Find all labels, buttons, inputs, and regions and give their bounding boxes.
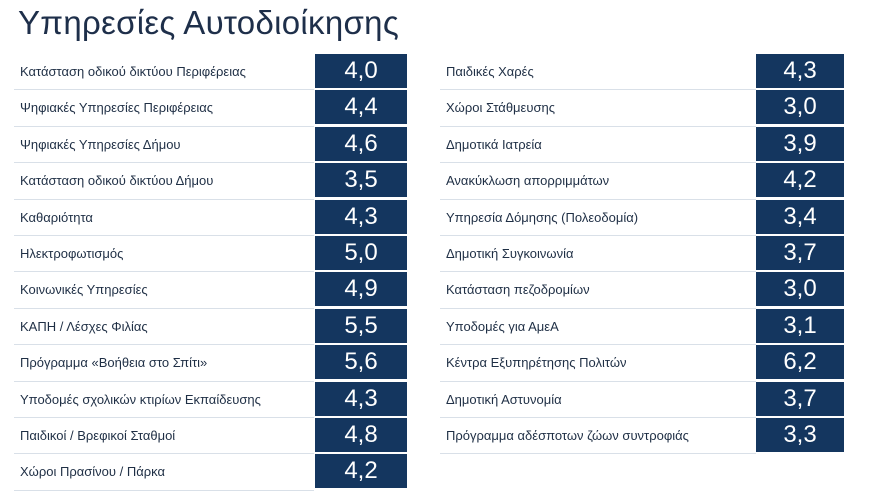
service-label: Κοινωνικές Υπηρεσίες	[20, 282, 148, 298]
service-label: Χώροι Στάθμευσης	[446, 100, 555, 116]
service-label: Δημοτικά Ιατρεία	[446, 136, 542, 152]
service-label: Παιδικές Χαρές	[446, 64, 534, 79]
service-label: Υποδομές σχολικών κτιρίων Εκπαίδευσης	[20, 391, 261, 407]
service-label: Υπηρεσία Δόμησης (Πολεοδομία)	[446, 209, 639, 225]
service-label: Πρόγραμμα «Βοήθεια στο Σπίτι»	[20, 355, 208, 371]
service-label: ΚΑΠΗ / Λέσχες Φιλίας	[20, 318, 148, 334]
service-label: Δημοτική Αστυνομία	[446, 391, 562, 407]
service-label: Καθαριότητα	[20, 209, 93, 225]
table-row	[430, 90, 880, 126]
score-value: 4,8	[315, 418, 407, 452]
score-value: 3,1	[756, 309, 844, 343]
row-divider	[440, 453, 756, 454]
score-value: 4,2	[756, 163, 844, 197]
score-value: 4,2	[315, 454, 407, 488]
score-value: 4,3	[315, 200, 407, 234]
services-column-right	[430, 54, 880, 454]
table-row	[430, 127, 880, 163]
service-label: Παιδικοί / Βρεφικοί Σταθμοί	[20, 427, 176, 443]
services-column-left	[0, 54, 430, 491]
score-value: 4,4	[315, 90, 407, 124]
score-value: 3,7	[756, 236, 844, 270]
table-row	[0, 454, 430, 490]
table-row	[0, 309, 430, 345]
score-value: 3,0	[756, 272, 844, 306]
table-row	[0, 345, 430, 381]
score-value: 5,6	[315, 345, 407, 379]
service-label: Κατάσταση οδικού δικτύου Δήμου	[20, 173, 214, 189]
score-value: 5,5	[315, 309, 407, 343]
service-label: Κέντρα Εξυπηρέτησης Πολιτών	[446, 355, 627, 371]
score-value: 3,5	[315, 163, 407, 197]
table-row	[430, 54, 880, 90]
service-label: Πρόγραμμα αδέσποτων ζώων συντροφιάς	[446, 427, 689, 443]
row-divider	[14, 490, 314, 491]
table-row	[430, 236, 880, 272]
service-label: Ψηφιακές Υπηρεσίες Περιφέρειας	[20, 100, 214, 116]
score-value: 6,2	[756, 345, 844, 379]
table-row	[430, 272, 880, 308]
table-row	[430, 418, 880, 454]
page-title: Υπηρεσίες Αυτοδιοίκησης	[18, 4, 400, 41]
table-row	[0, 54, 430, 90]
table-row	[430, 382, 880, 418]
table-row	[430, 200, 880, 236]
table-row	[0, 163, 430, 199]
table-row	[0, 236, 430, 272]
score-value: 4,9	[315, 272, 407, 306]
score-value: 5,0	[315, 236, 407, 270]
score-value: 3,9	[756, 127, 844, 161]
service-label: Κατάσταση πεζοδρομίων	[446, 282, 590, 298]
score-value: 4,6	[315, 127, 407, 161]
table-row	[430, 309, 880, 345]
table-row	[430, 345, 880, 381]
table-row	[0, 127, 430, 163]
service-label: Υποδομές για ΑμεΑ	[446, 318, 559, 334]
score-value: 4,0	[315, 54, 407, 88]
service-label: Ανακύκλωση απορριμμάτων	[446, 173, 610, 189]
score-value: 3,4	[756, 200, 844, 234]
table-row	[0, 382, 430, 418]
score-value: 3,7	[756, 382, 844, 416]
table-row	[0, 90, 430, 126]
service-label: Χώροι Πρασίνου / Πάρκα	[20, 464, 165, 480]
table-row	[0, 418, 430, 454]
service-label: Ψηφιακές Υπηρεσίες Δήμου	[20, 136, 181, 152]
score-value: 3,0	[756, 90, 844, 124]
service-label: Ηλεκτροφωτισμός	[20, 245, 124, 261]
table-row	[0, 272, 430, 308]
table-row	[430, 163, 880, 199]
service-label: Δημοτική Συγκοινωνία	[446, 245, 574, 261]
score-value: 4,3	[756, 54, 844, 88]
service-label: Κατάσταση οδικού δικτύου Περιφέρειας	[20, 64, 246, 79]
score-value: 3,3	[756, 418, 844, 452]
score-value: 4,3	[315, 382, 407, 416]
table-row	[0, 200, 430, 236]
